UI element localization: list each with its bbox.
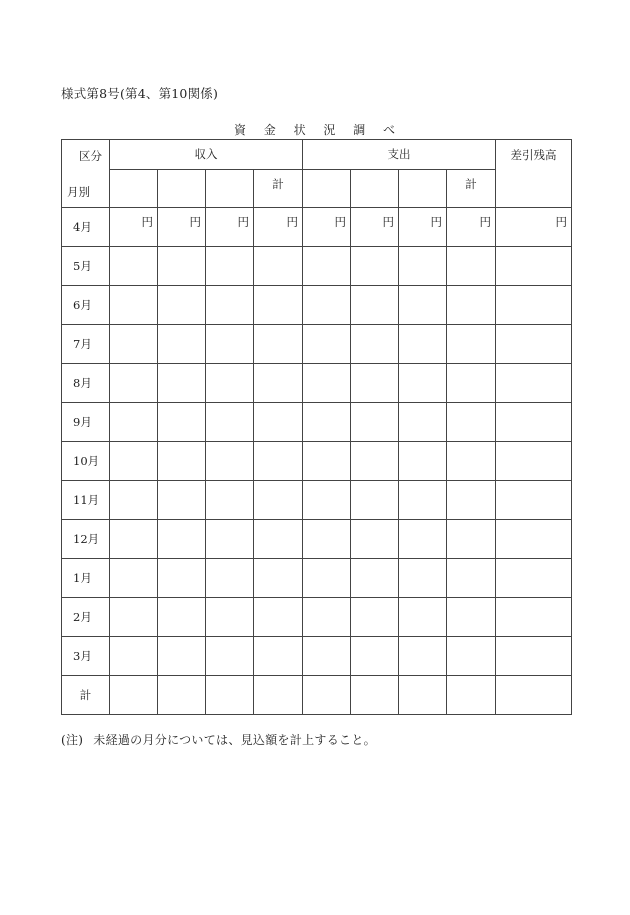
table-row [62,481,572,520]
income-total-label: 計 [272,176,284,191]
income-1-cell[interactable] [110,442,158,481]
balance-cell[interactable] [496,637,572,676]
table-row [62,403,572,442]
expense-1-cell[interactable] [303,247,351,286]
table-row [62,208,572,247]
expense-3-cell[interactable] [399,325,447,364]
balance-cell[interactable] [496,208,572,247]
income-3-cell[interactable] [206,364,254,403]
income-3-cell[interactable] [206,247,254,286]
table-row [62,520,572,559]
expense-1-cell[interactable] [303,325,351,364]
expense-2-cell[interactable] [351,676,399,715]
expense-3-cell[interactable] [399,676,447,715]
expense-3-cell[interactable] [399,364,447,403]
income-2-cell[interactable] [158,481,206,520]
table-row [62,559,572,598]
month-label: 11月 [62,481,110,520]
kubun-label: 区分 [79,149,102,163]
income-item-2-header[interactable] [158,169,206,207]
expense-1-cell[interactable] [303,520,351,559]
income-2-cell[interactable] [158,247,206,286]
expense-2-cell[interactable] [351,559,399,598]
expense-1-cell[interactable] [303,559,351,598]
income-1-cell[interactable] [110,208,158,247]
expense-total-cell[interactable] [447,598,496,637]
yen-unit: 円 [555,215,567,229]
income-1-cell[interactable] [110,364,158,403]
balance-cell[interactable] [496,364,572,403]
expense-1-cell[interactable] [303,676,351,715]
expense-1-cell[interactable] [303,598,351,637]
yen-unit: 円 [382,215,394,229]
expense-3-cell[interactable] [399,559,447,598]
table-row [62,364,572,403]
income-2-cell[interactable] [158,637,206,676]
income-2-cell[interactable] [158,364,206,403]
expense-total-cell[interactable] [447,676,496,715]
expense-total-cell[interactable] [447,520,496,559]
balance-cell[interactable] [496,676,572,715]
month-label: 7月 [62,325,110,364]
month-label: 2月 [62,598,110,637]
expense-2-cell[interactable] [351,442,399,481]
expense-3-cell[interactable] [399,520,447,559]
expense-2-cell[interactable] [351,208,399,247]
table-row [62,247,572,286]
expense-total-cell[interactable] [447,403,496,442]
income-1-cell[interactable] [110,403,158,442]
income-1-cell[interactable] [110,598,158,637]
month-label: 12月 [62,520,110,559]
expense-2-cell[interactable] [351,598,399,637]
income-item-1-header[interactable] [110,169,158,207]
income-2-cell[interactable] [158,559,206,598]
balance-cell[interactable] [496,286,572,325]
income-2-cell[interactable] [158,598,206,637]
form-title: 資 金 状 況 調 べ [233,123,403,137]
expense-1-cell[interactable] [303,208,351,247]
expense-2-cell[interactable] [351,481,399,520]
income-total-cell[interactable] [254,403,303,442]
balance-cell[interactable] [496,442,572,481]
month-label: 5月 [62,247,110,286]
expense-item-2-header[interactable] [351,169,399,207]
income-3-cell[interactable] [206,676,254,715]
income-total-cell[interactable] [254,598,303,637]
income-total-cell[interactable] [254,442,303,481]
income-2-cell[interactable] [158,676,206,715]
expense-total-header [447,169,496,207]
expense-header: 支出 [303,140,496,170]
income-1-cell[interactable] [110,286,158,325]
expense-3-cell[interactable] [399,481,447,520]
yen-unit: 円 [189,215,201,229]
month-label: 6月 [62,286,110,325]
balance-cell[interactable] [496,559,572,598]
expense-2-cell[interactable] [351,325,399,364]
expense-3-cell[interactable] [399,286,447,325]
income-item-3-header[interactable] [206,169,254,207]
balance-cell[interactable] [496,247,572,286]
yen-unit: 円 [334,215,346,229]
expense-3-cell[interactable] [399,403,447,442]
yen-unit: 円 [141,215,153,229]
income-total-cell[interactable] [254,247,303,286]
income-1-cell[interactable] [110,676,158,715]
month-label: 1月 [62,559,110,598]
expense-3-cell[interactable] [399,442,447,481]
income-1-cell[interactable] [110,520,158,559]
table-row [62,637,572,676]
table-row [62,325,572,364]
income-header: 収入 [110,140,303,170]
expense-total-cell[interactable] [447,286,496,325]
income-2-cell[interactable] [158,520,206,559]
month-label: 3月 [62,637,110,676]
expense-1-cell[interactable] [303,637,351,676]
income-total-header [254,169,303,207]
income-2-cell[interactable] [158,403,206,442]
expense-total-cell[interactable] [447,208,496,247]
income-3-cell[interactable] [206,520,254,559]
total-row-label: 計 [62,676,110,715]
expense-3-cell[interactable] [399,247,447,286]
kubun-tsukibetsu-cell [62,140,110,208]
income-total-cell[interactable] [254,325,303,364]
expense-1-cell[interactable] [303,442,351,481]
expense-total-cell[interactable] [447,325,496,364]
fund-status-table [61,139,572,715]
income-2-cell[interactable] [158,442,206,481]
income-total-cell[interactable] [254,286,303,325]
income-3-cell[interactable] [206,208,254,247]
balance-header: 差引残高 [496,140,572,208]
expense-1-cell[interactable] [303,364,351,403]
balance-cell[interactable] [496,481,572,520]
expense-2-cell[interactable] [351,286,399,325]
income-total-cell[interactable] [254,559,303,598]
expense-total-cell[interactable] [447,559,496,598]
income-total-cell[interactable] [254,676,303,715]
income-2-cell[interactable] [158,325,206,364]
income-total-cell[interactable] [254,637,303,676]
income-total-cell[interactable] [254,520,303,559]
balance-cell[interactable] [496,598,572,637]
yen-unit: 円 [286,215,298,229]
income-total-cell[interactable] [254,481,303,520]
form-number: 様式第8号(第4、第10関係) [61,86,219,101]
expense-item-1-header[interactable] [303,169,351,207]
expense-1-cell[interactable] [303,403,351,442]
note [61,731,376,748]
expense-total-label: 計 [465,176,477,191]
income-3-cell[interactable] [206,286,254,325]
expense-2-cell[interactable] [351,637,399,676]
tsukibetsu-label: 月別 [67,185,90,199]
income-3-cell[interactable] [206,403,254,442]
yen-unit: 円 [430,215,442,229]
income-3-cell[interactable] [206,481,254,520]
table-row [62,286,572,325]
yen-unit: 円 [479,215,491,229]
income-1-cell[interactable] [110,637,158,676]
balance-cell[interactable] [496,325,572,364]
income-3-cell[interactable] [206,442,254,481]
expense-3-cell[interactable] [399,208,447,247]
note-text: 未経過の月分については、見込額を計上すること。 [93,733,376,747]
income-1-cell[interactable] [110,325,158,364]
expense-total-cell[interactable] [447,364,496,403]
expense-2-cell[interactable] [351,247,399,286]
table-row [62,676,572,715]
expense-3-cell[interactable] [399,637,447,676]
expense-1-cell[interactable] [303,481,351,520]
month-label: 10月 [62,442,110,481]
income-total-cell[interactable] [254,364,303,403]
income-3-cell[interactable] [206,637,254,676]
month-label: 8月 [62,364,110,403]
expense-2-cell[interactable] [351,403,399,442]
income-2-cell[interactable] [158,208,206,247]
expense-item-3-header[interactable] [399,169,447,207]
expense-total-cell[interactable] [447,481,496,520]
note-prefix: (注) [61,733,84,747]
balance-cell[interactable] [496,520,572,559]
yen-unit: 円 [237,215,249,229]
balance-cell[interactable] [496,403,572,442]
expense-total-cell[interactable] [447,637,496,676]
income-1-cell[interactable] [110,247,158,286]
expense-1-cell[interactable] [303,286,351,325]
month-label: 4月 [62,208,110,247]
income-3-cell[interactable] [206,325,254,364]
expense-2-cell[interactable] [351,520,399,559]
expense-3-cell[interactable] [399,598,447,637]
table-row [62,598,572,637]
income-1-cell[interactable] [110,559,158,598]
month-label: 9月 [62,403,110,442]
income-3-cell[interactable] [206,598,254,637]
expense-2-cell[interactable] [351,364,399,403]
table-row [62,442,572,481]
expense-total-cell[interactable] [447,442,496,481]
income-total-cell[interactable] [254,208,303,247]
income-3-cell[interactable] [206,559,254,598]
expense-total-cell[interactable] [447,247,496,286]
income-2-cell[interactable] [158,286,206,325]
income-1-cell[interactable] [110,481,158,520]
table-body [62,208,572,715]
